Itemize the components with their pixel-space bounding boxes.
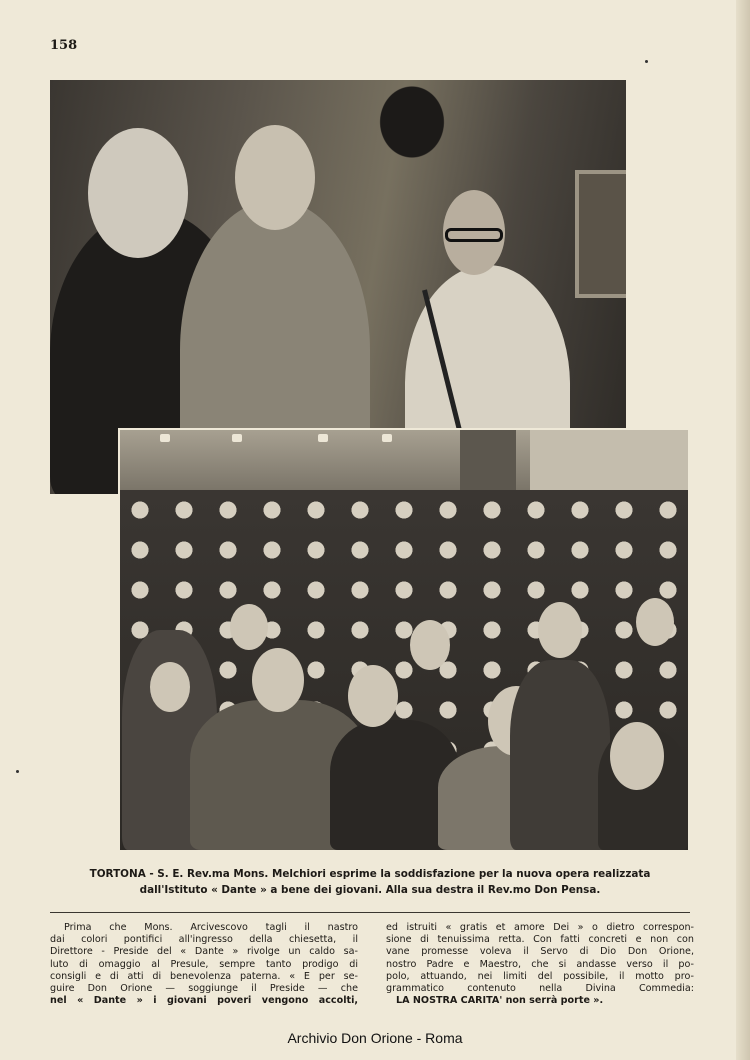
photo-frame-detail	[575, 170, 626, 298]
body-line: guire Don Orione — soggiunge il Preside — che	[50, 983, 358, 995]
body-line: sione di tenuissima retta. Con fatti concreti e non con	[386, 934, 694, 946]
body-column-left	[50, 922, 358, 1007]
body-line: Prima che Mons. Arcivescovo tagli il nastro	[64, 922, 358, 933]
body-line: ed istruiti « gratis et amore Dei » o dietro correspon-	[386, 922, 694, 933]
body-line: nel « Dante » i giovani poveri vengono accolti,	[50, 995, 358, 1007]
caption-line: dall'Istituto « Dante » a bene dei giovani. Alla sua destra il Rev.mo Don Pensa.	[139, 884, 601, 896]
figure-elderly-man-head	[88, 128, 188, 258]
archway	[530, 430, 688, 490]
body-line: dai colori pontifici all'ingresso della chiesetta, il	[50, 934, 358, 946]
glasses	[445, 228, 503, 242]
body-line: consigli e di atti di benevolenza paterna. « E per se-	[50, 970, 358, 982]
audience-member	[510, 660, 610, 850]
audience-face	[610, 722, 664, 790]
audience-face	[150, 662, 190, 712]
body-line: Direttore - Preside del « Dante » rivolge un caldo sa-	[50, 946, 358, 958]
body-line: vane promesse voleva il Servo di Dio Don Orione,	[386, 946, 694, 958]
page-edge	[736, 0, 750, 1060]
audience-face	[230, 604, 268, 650]
ceiling-lamp	[160, 434, 170, 442]
scan-speck	[645, 60, 648, 63]
audience-face	[538, 602, 582, 658]
body-line: grammatico contenuto nella Divina Commedia:	[386, 983, 694, 995]
photo-caption	[50, 866, 690, 898]
caption-line: TORTONA - S. E. Rev.ma Mons. Melchiori esprime la soddisfazione per la nuova opera realizzata	[89, 868, 651, 880]
divider-rule	[50, 912, 690, 913]
figure-archbishop-head	[235, 125, 315, 230]
audience-face	[636, 598, 674, 646]
page-number: 158	[50, 38, 78, 53]
ceiling-lamp	[382, 434, 392, 442]
audience-face	[252, 648, 304, 712]
audience-face	[348, 665, 398, 727]
body-line: luto di omaggio al Presule, sempre tanto prodigo di	[50, 958, 358, 970]
photo-audience	[118, 428, 690, 852]
body-column-right	[386, 922, 694, 1007]
ceiling-lamp	[232, 434, 242, 442]
scan-speck	[16, 770, 19, 773]
body-line: polo, attuando, nei limiti del possibile, il motto pro-	[386, 970, 694, 982]
body-line: nostro Padre e Maestro, che si andasse verso il po-	[386, 958, 694, 970]
ceiling-lamp	[318, 434, 328, 442]
body-line: LA NOSTRA CARITA' non serrà porte ».	[396, 995, 604, 1007]
audience-face	[410, 620, 450, 670]
archive-footer: Archivio Don Orione - Roma	[287, 1030, 463, 1046]
